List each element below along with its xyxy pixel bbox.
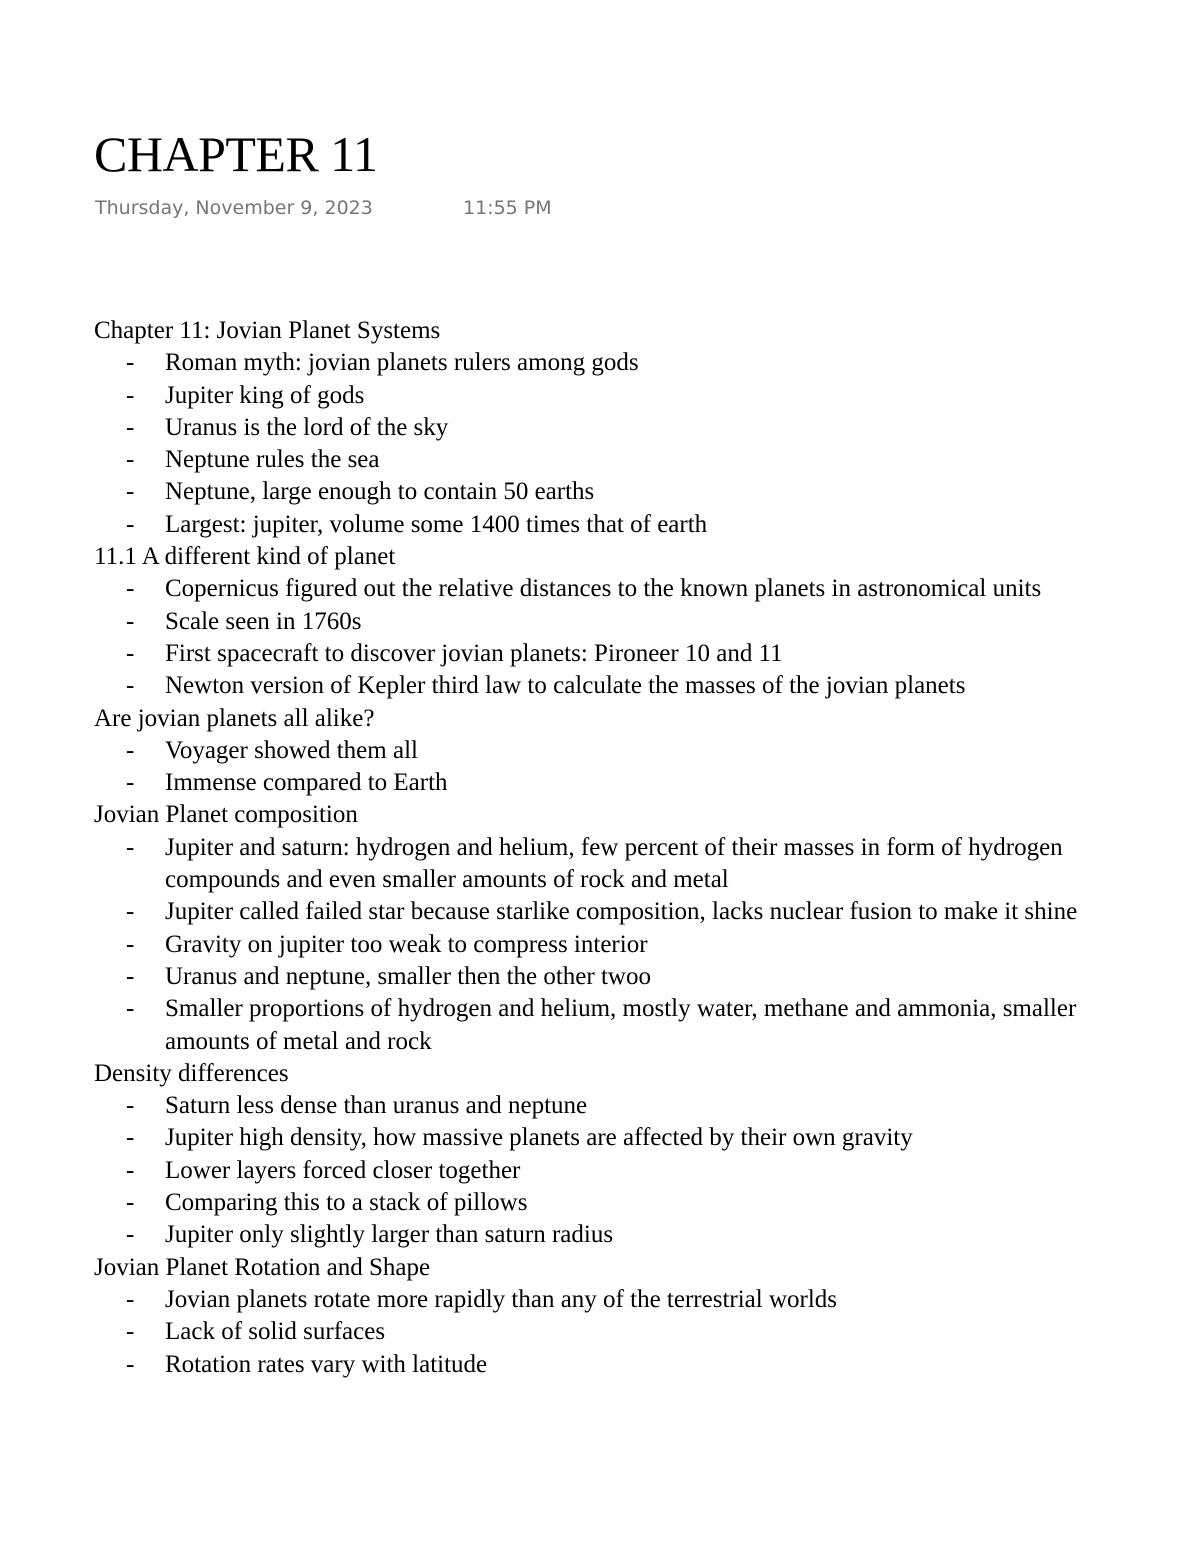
dash-bullet-icon: - xyxy=(126,769,135,797)
dash-bullet-icon: - xyxy=(126,639,135,667)
bullet-text: Rotation rates vary with latitude xyxy=(165,1350,488,1378)
section-heading: Jovian Planet Rotation and Shape xyxy=(94,1253,431,1281)
bullet-item xyxy=(94,735,1164,767)
section-heading: Density differences xyxy=(94,1059,289,1087)
bullet-text: Largest: jupiter, volume some 1400 times that of earth xyxy=(165,510,708,538)
bullet-item xyxy=(94,1090,1164,1122)
bullet-text: Roman myth: jovian planets rulers among gods xyxy=(165,349,639,377)
note-section xyxy=(94,703,1164,800)
dash-bullet-icon: - xyxy=(126,478,135,506)
bullet-list xyxy=(94,1284,1164,1381)
bullet-list xyxy=(94,573,1164,702)
bullet-item xyxy=(94,606,1164,638)
bullet-text: Lower layers forced closer together xyxy=(165,1156,521,1184)
section-heading: Chapter 11: Jovian Planet Systems xyxy=(94,317,441,344)
bullet-text: Lack of solid surfaces xyxy=(165,1318,386,1346)
bullet-text: Neptune rules the sea xyxy=(165,446,380,474)
dash-bullet-icon: - xyxy=(126,1350,135,1378)
bullet-item xyxy=(94,670,1164,702)
dash-bullet-icon: - xyxy=(126,930,135,958)
dash-bullet-icon: - xyxy=(126,575,135,603)
bullet-text: Smaller proportions of hydrogen and helium, mostly water, methane and ammonia, smaller amounts of metal and rock xyxy=(165,995,1077,1055)
bullet-text: Comparing this to a stack of pillows xyxy=(165,1189,528,1217)
bullet-text: First spacecraft to discover jovian planets: Pironeer 10 and 11 xyxy=(165,639,783,667)
note-section xyxy=(94,1058,1164,1252)
bullet-text: Saturn less dense than uranus and neptune xyxy=(165,1092,588,1120)
bullet-text: Scale seen in 1760s xyxy=(165,607,362,635)
note-body xyxy=(94,315,1164,1381)
dash-bullet-icon: - xyxy=(126,962,135,990)
dash-bullet-icon: - xyxy=(126,833,135,861)
section-heading: 11.1 A different kind of planet xyxy=(94,543,396,571)
bullet-item xyxy=(94,1284,1164,1316)
bullet-text: Uranus is the lord of the sky xyxy=(165,413,449,441)
bullet-item xyxy=(94,929,1164,961)
bullet-item xyxy=(94,444,1164,476)
dash-bullet-icon: - xyxy=(126,1124,135,1152)
note-section xyxy=(94,315,1164,541)
bullet-text: Jovian planets rotate more rapidly than any of the terrestrial worlds xyxy=(165,1285,838,1313)
bullet-item xyxy=(94,1155,1164,1187)
dash-bullet-icon: - xyxy=(126,1189,135,1217)
bullet-text: Jupiter only slightly larger than saturn radius xyxy=(165,1221,614,1249)
bullet-item xyxy=(94,573,1164,605)
dash-bullet-icon: - xyxy=(126,995,135,1023)
bullet-text: Newton version of Kepler third law to calculate the masses of the jovian planets xyxy=(165,672,966,700)
dash-bullet-icon: - xyxy=(126,898,135,926)
dash-bullet-icon: - xyxy=(126,349,135,377)
bullet-item xyxy=(94,380,1164,412)
bullet-item xyxy=(94,1316,1164,1348)
dash-bullet-icon: - xyxy=(126,1156,135,1184)
bullet-item xyxy=(94,961,1164,993)
dash-bullet-icon: - xyxy=(126,446,135,474)
bullet-item xyxy=(94,1122,1164,1154)
bullet-item xyxy=(94,476,1164,508)
bullet-item xyxy=(94,993,1164,1058)
bullet-item xyxy=(94,638,1164,670)
dash-bullet-icon: - xyxy=(126,1221,135,1249)
bullet-text: Immense compared to Earth xyxy=(165,769,448,797)
section-heading: Are jovian planets all alike? xyxy=(94,704,375,732)
page-title: CHAPTER 11 xyxy=(94,126,378,182)
bullet-list xyxy=(94,1090,1164,1251)
dash-bullet-icon: - xyxy=(126,607,135,635)
dash-bullet-icon: - xyxy=(126,510,135,538)
dash-bullet-icon: - xyxy=(126,1318,135,1346)
bullet-text: Jupiter king of gods xyxy=(165,381,365,409)
bullet-text: Copernicus figured out the relative distances to the known planets in astronomical units xyxy=(165,575,1042,603)
bullet-text: Jupiter called failed star because starlike composition, lacks nuclear fusion to make it shine xyxy=(165,898,1078,926)
bullet-list xyxy=(94,832,1164,1058)
dash-bullet-icon: - xyxy=(126,413,135,441)
bullet-item xyxy=(94,412,1164,444)
note-date: Thursday, November 9, 2023 xyxy=(95,197,373,219)
bullet-list xyxy=(94,735,1164,800)
dash-bullet-icon: - xyxy=(126,381,135,409)
note-section xyxy=(94,1252,1164,1381)
bullet-item xyxy=(94,1187,1164,1219)
bullet-item xyxy=(94,832,1164,897)
bullet-item xyxy=(94,896,1164,928)
note-time: 11:55 PM xyxy=(463,197,552,219)
bullet-text: Jupiter and saturn: hydrogen and helium, few percent of their masses in form of hydrogen compounds and even smaller amounts of rock and metal xyxy=(165,833,1063,894)
bullet-text: Uranus and neptune, smaller then the other twoo xyxy=(165,962,651,990)
bullet-text: Neptune, large enough to contain 50 earths xyxy=(165,478,595,506)
note-section xyxy=(94,799,1164,1057)
bullet-item xyxy=(94,767,1164,799)
dash-bullet-icon: - xyxy=(126,1092,135,1120)
note-timestamp xyxy=(95,194,552,222)
section-heading: Jovian Planet composition xyxy=(94,801,358,829)
bullet-text: Jupiter high density, how massive planets are affected by their own gravity xyxy=(165,1124,913,1152)
bullet-list xyxy=(94,347,1164,541)
bullet-item xyxy=(94,347,1164,379)
bullet-item xyxy=(94,1219,1164,1251)
dash-bullet-icon: - xyxy=(126,672,135,700)
bullet-item xyxy=(94,509,1164,541)
bullet-text: Gravity on jupiter too weak to compress interior xyxy=(165,930,648,958)
dash-bullet-icon: - xyxy=(126,736,135,764)
bullet-text: Voyager showed them all xyxy=(165,736,418,764)
bullet-item xyxy=(94,1349,1164,1381)
dash-bullet-icon: - xyxy=(126,1285,135,1313)
note-section xyxy=(94,541,1164,702)
